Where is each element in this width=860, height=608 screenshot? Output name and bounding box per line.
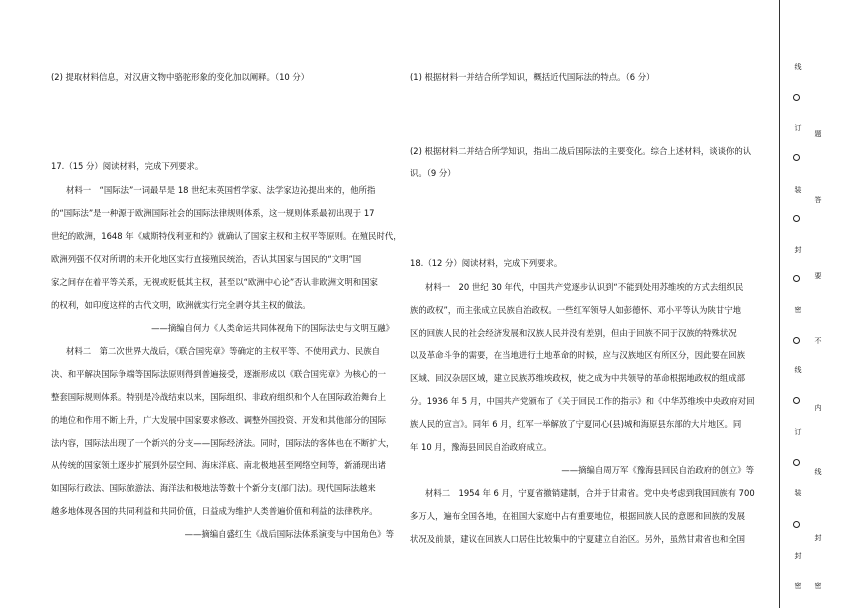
binding-char: 装 <box>794 489 802 497</box>
binding-hole <box>793 459 800 466</box>
binding-char: 订 <box>794 428 802 436</box>
material-line: 分。1936 年 5 月，中国共产党颁布了《关于回民工作的指示》和《中华苏维埃中央政府对回 <box>410 396 755 406</box>
material-source: ——摘编自周万军《豫海县回民自治政府的创立》等 <box>561 465 754 475</box>
binding-separator <box>779 0 780 608</box>
binding-hole <box>793 337 800 344</box>
material-line: 族人民的宣言》。同年 6 月，红军一举解放了宁夏同心(县)城和海原县东部的大片地区。同 <box>410 419 742 429</box>
material-line: 的权利，如印度这样的古代文明，欧洲就实行完全剥夺其主权的做法。 <box>51 300 311 310</box>
material-line: 法内容，国际法出现了一个新兴的分支——国际经济法。同时，国际法的客体也在不断扩大， <box>51 438 395 448</box>
binding-char: 密 <box>794 306 802 314</box>
material-line: 的“国际法”是一种源于欧洲国际社会的国际法律规则体系，这一规则体系最初出现于 17 <box>51 208 375 218</box>
binding-char: 不 <box>814 337 822 345</box>
material-line: 以及革命斗争的需要，在当地进行土地革命的时候，应与汉族地区有所区分，因此要在回族 <box>410 350 745 360</box>
binding-hole <box>793 275 800 282</box>
material-line: 材料二 第二次世界大战后，《联合国宪章》等确定的主权平等、不使用武力、民族自 <box>66 346 381 356</box>
question-18-heading: 18.（12 分）阅读材料，完成下列要求。 <box>410 258 563 268</box>
question-16-2: (2) 提取材料信息，对汉唐文物中骆驼形象的变化加以阐释。（10 分） <box>51 72 310 82</box>
binding-char: 封 <box>794 246 802 254</box>
binding-char: 答 <box>814 196 822 204</box>
material-line: 决、和平解决国际争端等国际法原则得到普遍接受，逐渐形成以《联合国宪章》为核心的一 <box>51 369 386 379</box>
material-line: 年 10 月，豫海县回民自治政府成立。 <box>410 442 552 452</box>
material-line: 整套国际规则体系。特别是冷战结束以来，国际组织、非政府组织和个人在国际政治舞台上 <box>51 392 386 402</box>
material-line: 家之间存在着平等关系，无视或贬低其主权，甚至以“欧洲中心论”否认非欧洲文明和国家 <box>51 277 378 287</box>
material-line: 世纪的欧洲，1648 年《威斯特伐利亚和约》就确认了国家主权和主权平等原则。在殖民时代， <box>51 231 402 241</box>
material-line: 族的政权”，而主张成立民族自治政权。一些红军领导人如彭德怀、邓小平等认为陕甘宁地 <box>410 305 741 315</box>
binding-char: 题 <box>814 130 822 138</box>
material-line: 多万人，遍布全国各地，在祖国大家庭中占有重要地位，根据回族人民的意愿和回族的发展 <box>410 511 745 521</box>
binding-line-outer <box>788 0 808 608</box>
material-line: 从传统的国家领土逐步扩展到外层空间、海床洋底、南北极地甚至网络空间等，新涌现出诸 <box>51 460 386 470</box>
binding-hole <box>793 521 800 528</box>
binding-char: 线 <box>814 468 822 476</box>
material-source: ——摘编自盛红生《战后国际法体系演变与中国角色》等 <box>184 529 394 539</box>
binding-char: 装 <box>794 186 802 194</box>
material-line: 如国际行政法、国际旅游法、海洋法和极地法等数十个新分支(部门法)。现代国际法越来 <box>51 483 376 493</box>
material-line: 区域、回汉杂居区域，建立民族苏维埃政权，使之成为中共领导的革命根据地政权的组成部 <box>410 373 745 383</box>
material-line: 状况及前景，建议在回族人口居住比较集中的宁夏建立自治区。另外，虽然甘肃省也和全国 <box>410 534 745 544</box>
binding-char: 密 <box>814 582 822 590</box>
question-17-heading: 17.（15 分）阅读材料，完成下列要求。 <box>51 161 204 171</box>
binding-char: 封 <box>794 552 802 560</box>
material-line: 越多地体现各国的共同利益和共同价值，日益成为维护人类普遍价值和利益的法律秩序。 <box>51 506 378 516</box>
material-line: 的地位和作用不断上升，广大发展中国家要求修改、调整外国投资、开发和其他部分的国际 <box>51 415 386 425</box>
binding-line-inner <box>808 0 828 608</box>
binding-hole <box>793 397 800 404</box>
material-line: 材料二 1954 年 6 月，宁夏省撤销建制，合并于甘肃省。党中央考虑到我国回族有 700 <box>425 488 755 498</box>
binding-char: 密 <box>794 582 802 590</box>
binding-hole <box>793 94 800 101</box>
binding-char: 线 <box>794 63 802 71</box>
material-line: 材料一 “国际法”一词最早是 18 世纪末英国哲学家、法学家边沁提出来的，他所指 <box>66 185 376 195</box>
binding-char: 要 <box>814 272 822 280</box>
binding-char: 封 <box>814 534 822 542</box>
binding-hole <box>793 154 800 161</box>
question-17-2-cont: 识。（9 分） <box>410 168 456 178</box>
material-line: 区的回族人民的社会经济发展和汉族人民并没有差别，但由于回族不同于汉族的特殊状况 <box>410 328 737 338</box>
binding-char: 线 <box>794 366 802 374</box>
material-line: 材料一 20 世纪 30 年代，中国共产党逐步认识到“不能到处用苏维埃的方式去组织民 <box>425 282 744 292</box>
material-line: 欧洲列强不仅对所谓的未开化地区实行直接殖民统治，否认其国家与国民的“文明”国 <box>51 254 362 264</box>
binding-hole <box>793 215 800 222</box>
material-source: ——摘编自何力《人类命运共同体视角下的国际法史与文明互融》 <box>151 323 394 333</box>
question-17-1: (1) 根据材料一并结合所学知识，概括近代国际法的特点。（6 分） <box>410 72 655 82</box>
question-17-2: (2) 根据材料二并结合所学知识，指出二战后国际法的主要变化。综合上述材料，谈谈你的认 <box>410 146 752 156</box>
binding-char: 订 <box>794 124 802 132</box>
binding-char: 内 <box>814 404 822 412</box>
